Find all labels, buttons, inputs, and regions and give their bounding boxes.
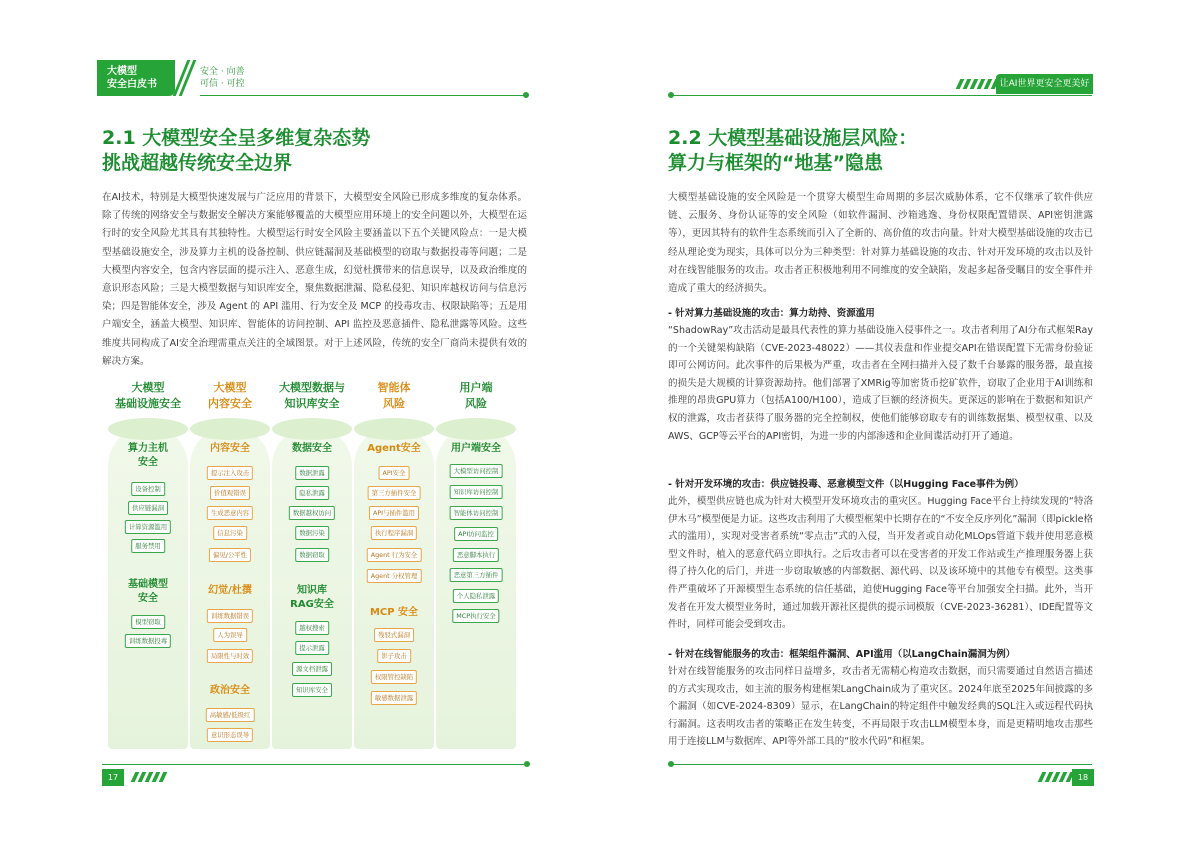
section-heading xyxy=(108,578,188,606)
risk-chip: 越权搜索 xyxy=(295,621,329,635)
section-heading-line: RAG安全 xyxy=(290,599,334,610)
risk-chip: 偏见/公平性 xyxy=(209,548,251,562)
header-motto xyxy=(200,66,245,90)
risk-chip: 数据污染 xyxy=(295,526,329,540)
section-heading-line: 内容安全 xyxy=(210,443,250,454)
right-page xyxy=(598,0,1195,861)
paragraph-huggingface: 此外，模型供应链也成为针对大模型开发环境攻击的重灾区。Hugging Face平台上持续发现的“特洛伊木马”模型便是力证。这些攻击利用了大模型框架中长期存在的“不安全反序列化”漏洞（即pickle格式的滥用），实现对受害者系统“零点击”式的入侵，当开发者或自动化MLOps管道下载并使用恶意模型文件时，植入的恶意代码立即执行。之后攻击者可以在受害者的开发工作站或生产推理服务器上获得了持久化的后门，并进一步窃取敏感的内部数据、源代码、以及该环境中的其他专有模型。这类事件严重破坏了开源模型生态系统的信任基础，迫使Hugging Face等平台加强安全扫描。此外，当开发者在开发大模型业务时，通过加载开源社区提供的提示词模版（CVE-2023-36281）、IDE配置等文件时，同样可能会受到攻击。 xyxy=(668,496,1093,631)
section-heading-line: 安全 xyxy=(138,457,158,468)
risk-chip: 服务禁用 xyxy=(131,539,165,553)
section-heading xyxy=(272,584,352,612)
left-page xyxy=(0,0,597,861)
page-number: 17 xyxy=(102,769,124,786)
subheading-compute: - 针对算力基础设施的攻击：算力劫持、资源滥用 xyxy=(668,308,875,319)
footer-rule-dot xyxy=(524,761,530,767)
column-heading-line: 知识库安全 xyxy=(284,397,340,410)
column-heading-line: 基础设施安全 xyxy=(115,397,181,410)
section-heading-line: 安全 xyxy=(138,593,158,604)
footer-rule xyxy=(102,764,527,765)
section-title-2-1 xyxy=(102,126,370,176)
section-heading xyxy=(354,606,434,620)
risk-chip: Agent 行为安全 xyxy=(367,548,422,562)
whitepaper-tab xyxy=(97,60,175,96)
motto-line-1: 安全 · 向善 xyxy=(200,67,245,77)
column-heading-line: 智能体 xyxy=(377,381,411,394)
tab-line-2: 安全白皮书 xyxy=(107,79,157,90)
tab-line-1: 大模型 xyxy=(107,66,137,77)
risk-chip: 生成恶意内容 xyxy=(207,506,253,520)
paragraph-langchain: 针对在线智能服务的攻击同样日益增多，攻击者无需精心构造攻击数据，而只需要通过自然语言描述的方式实现攻击，如主流的服务构建框架LangChain成为了重灾区。2024年底至2025年间披露的多个漏洞（如CVE-2024-8309）显示，在LangChain的特定组件中触发经典的SQL注入或远程代码执行漏洞。这表明攻击者的策略正在发生转变，不再局限于攻击LLM模型本身，而是更精明地攻击那些用于连接LLM与数据库、API等外部工具的“胶水代码”和框架。 xyxy=(668,666,1093,748)
section-heading-line: 数据安全 xyxy=(292,443,332,454)
risk-chip: 数据越权访问 xyxy=(289,506,335,520)
section-heading xyxy=(436,442,516,456)
section-heading-line: MCP 安全 xyxy=(369,607,419,618)
risk-chip: 隐私泄露 xyxy=(295,486,329,500)
risk-chip: 价值观错误 xyxy=(210,486,250,500)
risk-chip: 训练数据投毒 xyxy=(125,634,171,648)
header-slogan: 让AI世界更安全更美好 xyxy=(996,74,1093,94)
section-heading xyxy=(190,684,270,698)
column-heading-line: 风险 xyxy=(383,397,405,410)
column-cap xyxy=(190,418,270,440)
risk-chip: 意识形态误导 xyxy=(207,728,253,742)
header-rule xyxy=(670,95,1092,96)
column-heading-line: 大模型数据与 xyxy=(279,381,345,394)
risk-chip: 计算资源滥用 xyxy=(125,520,171,534)
header-stripes xyxy=(958,79,997,89)
risk-chip: 数据窃取 xyxy=(295,548,329,562)
column-cap xyxy=(354,418,434,440)
title-line-1: 2.1 大模型安全呈多维复杂态势 xyxy=(102,127,371,149)
risk-chip: 提示注入攻击 xyxy=(207,466,253,480)
column-heading-line: 大模型 xyxy=(213,381,247,394)
risk-chip: 恶意第三方插件 xyxy=(450,568,503,582)
motto-line-2: 可信 · 可控 xyxy=(200,79,245,89)
column-cap xyxy=(272,418,352,440)
subheading-dev-env: - 针对开发环境的攻击：供应链投毒、恶意模型文件（以Hugging Face事件为例） xyxy=(668,479,1024,490)
risk-chip: 数据泄露 xyxy=(295,466,329,480)
risk-chip: 知识库访问控制 xyxy=(450,485,503,499)
risk-chip: MCP执行安全 xyxy=(452,609,499,623)
column-heading-line: 内容安全 xyxy=(208,397,252,410)
risk-chip: 影子攻击 xyxy=(377,649,411,663)
footer-stripes xyxy=(133,772,165,782)
intro-paragraph: 大模型基础设施的安全风险是一个贯穿大模型生命周期的多层次威胁体系，它不仅继承了软件供应链、云服务、身份认证等的安全风险（如软件漏洞、沙箱逃逸、身份权限配置错误、API密钥泄露等），更因其特有的软件生态系统而引入了全新的、高价值的攻击向量。针对大模型基础设施的攻击已经从理论变为现实，具体可以分为三种类型：针对算力基础设施的攻击、针对开发环境的攻击以及针对在线智能服务的攻击。攻击者正积极地利用不同维度的安全缺陷，发起多起备受瞩目的安全事件并造成了重大的经济损失。 xyxy=(668,192,1093,295)
section-heading xyxy=(272,442,352,456)
section-heading xyxy=(354,442,434,456)
risk-chip: 信息污染 xyxy=(213,526,247,540)
paragraph-shadowray: “ShadowRay”攻击活动是最具代表性的算力基础设施入侵事件之一。攻击者利用了AI分布式框架Ray的一个关键架构缺陷（CVE-2023-48022）——其仪表盘和作业提交API在错误配置下无需身份验证即可公网访问。此次事件的后果极为严重，攻击者在全网扫描并入侵了数千台暴露的服务器，最直接的损失是大规模的计算资源劫持。他们部署了XMRig等加密货币挖矿软件，窃取了企业用于AI训练和推理的昂贵GPU算力（包括A100/H100），造成了巨额的经济损失。更深远的影响在于数据和知识产权的泄露，攻击者获得了服务器的完全控制权，使他们能够窃取专有的训练数据集、模型权重、以及AWS、GCP等云平台的API密钥，为进一步的内部渗透和企业间谍活动打开了通道。 xyxy=(668,325,1093,442)
risk-chip: 源文档泄露 xyxy=(292,662,332,676)
section-heading xyxy=(190,442,270,456)
risk-chip: 大模型访问控制 xyxy=(450,464,503,478)
risk-chip: 敏感数据泄露 xyxy=(371,691,417,705)
risk-chip: API与插件滥用 xyxy=(369,506,419,520)
section-title-2-2 xyxy=(668,126,917,176)
risk-chip: 供应链漏洞 xyxy=(128,501,168,515)
risk-chip: 残驳式漏洞 xyxy=(374,628,414,642)
column-cap xyxy=(436,418,516,440)
risk-chip: 局限性与时效 xyxy=(207,649,253,663)
title-line-2: 挑战超越传统安全边界 xyxy=(102,152,293,174)
page-number: 18 xyxy=(1072,769,1094,786)
risk-chip: 第三方插件安全 xyxy=(368,486,421,500)
column-heading-line: 用户端 xyxy=(459,381,493,394)
section-heading-line: 幻觉/杜撰 xyxy=(208,585,252,596)
section-heading xyxy=(108,442,188,470)
column-heading-line: 风险 xyxy=(465,397,487,410)
section-heading-line: 知识库 xyxy=(297,585,327,596)
section-heading-line: 基础模型 xyxy=(128,579,168,590)
subheading-online-services: - 针对在线智能服务的攻击：框架组件漏洞、API滥用（以LangChain漏洞为例） xyxy=(668,649,1016,660)
risk-chip: 模型窃取 xyxy=(131,615,165,629)
section-heading xyxy=(190,584,270,598)
risk-chip: 智能体访问控制 xyxy=(450,506,503,520)
title-line-1: 2.2 大模型基础设施层风险： xyxy=(668,127,918,149)
risk-chip: API访问监控 xyxy=(454,527,498,541)
column-cap xyxy=(108,418,188,440)
risk-chip: 个人隐私泄露 xyxy=(453,589,499,603)
section-heading-line: 用户端安全 xyxy=(451,443,501,454)
risk-chip: 高敏感/低级红 xyxy=(206,708,255,722)
risk-chip: Agent 分权管理 xyxy=(367,569,422,583)
risk-chip: API安全 xyxy=(379,466,410,480)
section-heading-line: Agent安全 xyxy=(367,443,421,454)
header-rule xyxy=(200,95,526,96)
risk-chip: 权限管控缺陷 xyxy=(371,670,417,684)
footer-stripes xyxy=(1040,772,1072,782)
column-heading-line: 大模型 xyxy=(131,381,165,394)
section-heading-line: 政治安全 xyxy=(210,685,250,696)
risk-chip: 提示泄露 xyxy=(295,641,329,655)
footer-rule xyxy=(670,764,1092,765)
risk-chip: 设备控制 xyxy=(131,482,165,496)
header-rule-dot xyxy=(523,92,529,98)
risk-chip: 知识库安全 xyxy=(292,683,332,697)
header-rule-dot xyxy=(668,92,674,98)
intro-paragraph: 在AI技术，特别是大模型快速发展与广泛应用的背景下，大模型安全风险已形成多维度的复杂体系。除了传统的网络安全与数据安全解决方案能够覆盖的大模型应用环境上的安全问题以外，大模型在运行时的安全风险尤其具有其独特性。大模型运行时安全风险主要涵盖以下五个关键风险点：一是大模型基础设施安全，涉及算力主机的设备控制、供应链漏洞及基础模型的窃取与数据投毒等问题；二是大模型内容安全，包含内容层面的提示注入、恶意生成，幻觉杜撰带来的信息误导，以及政治维度的意识形态风险；三是大模型数据与知识库安全，聚焦数据泄漏、隐私侵犯、知识库越权访问与信息污染；四是智能体安全，涉及 Agent 的 API 滥用、行为安全及 MCP 的投毒攻击、权限缺陷等；五是用户端安全，涵盖大模型、知识库、智能体的访问控制、API 监控及恶意插件、隐私泄露等风险。这些维度共同构成了AI安全治理需重点关注的全域图景。对于上述风险，传统的安全厂商尚未提供有效的解决方案。 xyxy=(102,192,527,367)
risk-chip: 人为误导 xyxy=(213,628,247,642)
title-line-2: 算力与框架的“地基”隐患 xyxy=(668,152,883,174)
risk-chip: 执行程序漏洞 xyxy=(371,526,417,540)
risk-chip: 恶意脚本执行 xyxy=(453,548,499,562)
risk-chip: 训练数据错误 xyxy=(207,609,253,623)
section-heading-line: 算力主机 xyxy=(128,443,168,454)
